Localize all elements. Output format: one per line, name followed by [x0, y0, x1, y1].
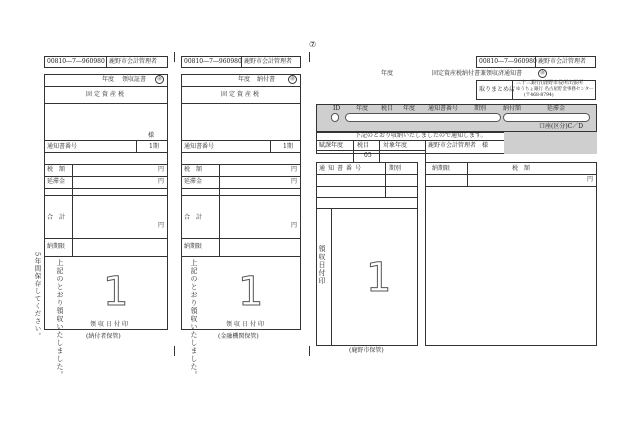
- bank-stamp-number: 1: [238, 269, 264, 315]
- city-col-tax-label: 税 額: [512, 165, 531, 172]
- bank-stamp-label: 領収日付印: [226, 321, 267, 328]
- city-col-notice-no: 通知書番号: [319, 165, 365, 172]
- city-bank-line1: 三十三銀行(鹿野市役所出張所: [516, 80, 583, 86]
- bank-yen-3: 円: [291, 222, 298, 229]
- city-col-taxitem: 税目: [381, 105, 394, 112]
- payer-yen-2: 円: [158, 178, 165, 185]
- payer-total-label: 合 計: [47, 214, 66, 221]
- city-col-year2: 年度: [403, 105, 416, 112]
- bank-year-label: 年度: [238, 76, 251, 83]
- city-col-id: ID: [333, 105, 341, 112]
- bank-notice-no-label: 通知書番号: [184, 143, 215, 150]
- payer-circle-mark: ㊎: [156, 76, 162, 82]
- bank-vertical-note: 上記のとおり領収いたしました。: [190, 259, 198, 379]
- payer-vertical-note: 上記のとおり領収いたしました。: [56, 259, 64, 379]
- payer-yen-1: 円: [158, 166, 165, 173]
- city-amount-frame: [425, 162, 597, 346]
- city-account-name: 鹿野市会計管理者: [538, 58, 587, 65]
- city-field-id: [331, 113, 339, 122]
- city-col-period: 期別: [474, 105, 487, 112]
- city-vertical-stamp: 領収日付印: [318, 245, 326, 285]
- bank-yen-2: 円: [291, 178, 298, 185]
- bank-tax-name: 固定資産税: [221, 91, 262, 98]
- payer-footer: (納付者保管): [86, 333, 121, 340]
- payer-tax-name: 固定資産税: [86, 91, 127, 98]
- city-account-type: 口座(区分)C／D: [539, 123, 584, 130]
- city-circle-mark: ㊎: [539, 70, 545, 76]
- city-col-latefee: 延滞金: [547, 105, 566, 112]
- city-bank-line2: ゆうちょ銀行 名古屋貯金事務センター: [516, 87, 594, 92]
- city-yen: 円: [587, 176, 594, 183]
- city-col-amount: 納付額: [503, 105, 522, 112]
- payer-doc-title: 領収証書: [122, 76, 147, 83]
- bank-total-label: 合 計: [184, 214, 203, 221]
- city-tax-code: 05: [364, 152, 372, 159]
- payer-due-date-label: 納期限: [47, 243, 66, 250]
- bank-circle-mark: ㊎: [289, 76, 295, 82]
- payer-honorific: 様: [148, 132, 155, 139]
- city-sub-header-3: 対象年度: [383, 142, 408, 149]
- city-field-main: [345, 113, 501, 122]
- city-sub-header-1: 賦課年度: [319, 142, 344, 149]
- payer-account-name: 鹿野市会計管理者: [109, 58, 158, 65]
- bank-footer: (金融機関保管): [218, 333, 259, 340]
- city-bank-line3: (〒468-8794): [524, 93, 554, 98]
- page-number-mark: ⑦: [309, 40, 317, 49]
- payer-yen-3: 円: [158, 222, 165, 229]
- payer-account-no: 00810―7―960980: [47, 58, 105, 65]
- payer-side-note: 5年間保存してください。: [33, 252, 42, 340]
- bank-doc-title: 納付書: [257, 76, 276, 83]
- city-col-due-date: 納期限: [432, 165, 451, 172]
- payer-period: 1期: [149, 143, 159, 150]
- payer-stamp-label: 領収日付印: [90, 321, 131, 328]
- city-sub-header-2: 税目: [357, 142, 370, 149]
- city-col-period-label: 期別: [389, 165, 402, 172]
- city-collector-label: 取りまとめ店: [479, 86, 516, 93]
- bank-account-no: 00810―7―960980: [184, 58, 242, 65]
- bank-period: 1期: [283, 143, 293, 150]
- bank-due-date-label: 納期限: [184, 243, 203, 250]
- city-notice-text: 下記のとおり収納いたしましたので通知します。: [355, 132, 487, 139]
- city-year-label: 年度: [381, 70, 394, 77]
- bank-late-fee-label: 延滞金: [184, 178, 203, 185]
- payer-late-fee-label: 延滞金: [47, 178, 66, 185]
- bank-yen-1: 円: [291, 166, 298, 173]
- payer-year-label: 年度: [102, 76, 115, 83]
- bank-account-name: 鹿野市会計管理者: [244, 58, 293, 65]
- city-col-noticeno: 通知書番号: [428, 105, 459, 112]
- payer-notice-no-label: 通知書番号: [47, 143, 78, 150]
- city-footer: (鹿野市保管): [349, 347, 384, 354]
- city-recipient: 鹿野市会計管理者 様: [428, 142, 489, 149]
- city-stamp-number: 1: [366, 255, 392, 301]
- city-account-no: 00810―7―960980: [479, 58, 537, 65]
- payer-stamp-number: 1: [103, 269, 129, 315]
- city-account-type-cell: [504, 132, 597, 154]
- payer-tax-amount-label: 税 額: [47, 166, 66, 173]
- city-field-latefee: [503, 113, 590, 122]
- city-doc-title: 固定資産税納付書兼領収済通知書: [432, 70, 523, 77]
- bank-tax-amount-label: 税 額: [184, 166, 203, 173]
- city-col-year: 年度: [356, 105, 369, 112]
